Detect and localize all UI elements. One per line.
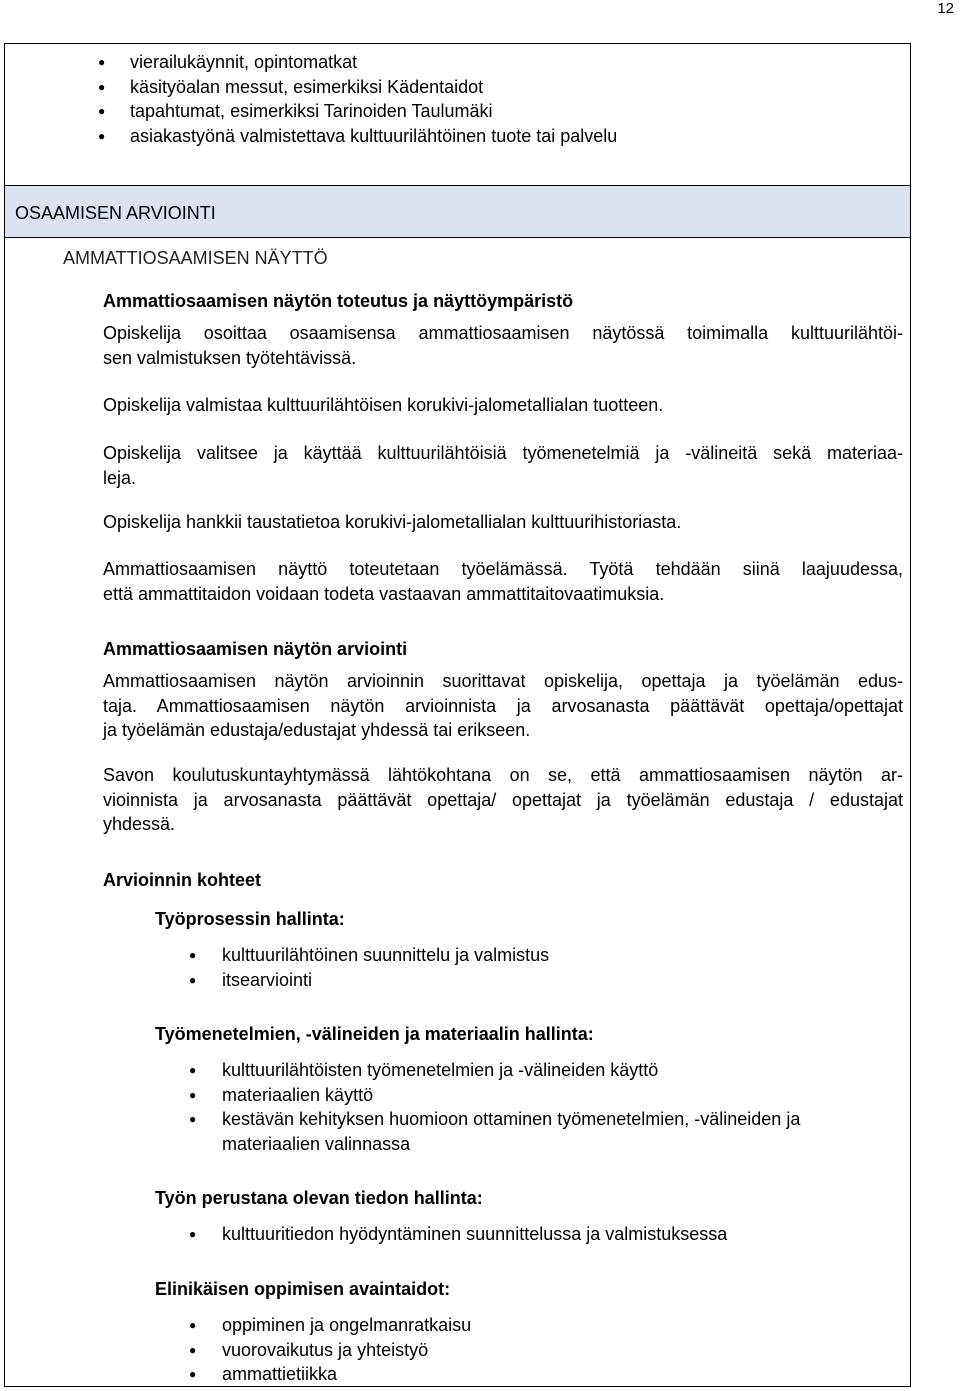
group-heading-knowledge: Työn perustana olevan tiedon hallinta: — [155, 1188, 483, 1208]
list-item: ● käsityöalan messut, esimerkiksi Kädentaidot — [5, 75, 910, 100]
bullet-icon: ● — [189, 1342, 197, 1357]
group-heading-work-process: Työprosessin hallinta: — [155, 909, 345, 929]
bullet-icon: ● — [189, 1318, 197, 1332]
list-item: ● kulttuuritiedon hyödyntäminen suunnittelussa ja valmistuksessa — [5, 1222, 902, 1247]
sub-heading: AMMATTIOSAAMISEN NÄYTTÖ — [63, 248, 328, 268]
page-number: 12 — [937, 0, 954, 17]
list-item: ● kulttuurilähtöisten työmenetelmien ja -välineiden käyttö — [5, 1058, 902, 1083]
list-item: ● ammattietiikka — [5, 1362, 902, 1387]
intro-bullet-list — [5, 50, 910, 148]
list-item: ● vierailukäynnit, opintomatkat — [5, 50, 910, 75]
group-list-key-skills — [5, 1313, 910, 1387]
implementation-heading: Ammattiosaamisen näytön toteutus ja näyttöympäristö — [103, 291, 574, 311]
bullet-icon: ● — [189, 948, 197, 962]
list-item: ● asiakastyönä valmistettava kulttuurilähtöinen tuote tai palvelu — [5, 124, 910, 149]
implementation-paragraph-3: Opiskelija valitsee ja käyttää kulttuurilähtöisiä työmenetelmiä ja -välineitä sekä materiaa- leja. — [103, 443, 903, 488]
assessment-paragraph-1: Ammattiosaamisen näytön arvioinnin suorittavat opiskelija, opettaja ja työelämän edus- taja. Ammattiosaamisen näytön arvioinnista ja arvosanasta päättävät opettaja/opettajat ja työelämän edustaja/edustajat yhdessä tai erikseen. — [103, 671, 903, 740]
targets-heading: Arvioinnin kohteet — [103, 870, 262, 890]
bullet-icon: ● — [189, 1112, 197, 1126]
bullet-icon: ● — [189, 972, 197, 987]
bullet-icon: ● — [98, 79, 106, 94]
implementation-paragraph-1: Opiskelija osoittaa osaamisensa ammattiosaamisen näytössä toimimalla kulttuurilähtöi- sen valmistuksen työtehtävissä. — [103, 323, 903, 368]
bullet-icon: ● — [189, 1063, 197, 1077]
assessment-paragraph-2: Savon koulutuskuntayhtymässä lähtökohtana on se, että ammattiosaamisen näytön ar- vioinnista ja arvosanasta päättävät opettaja/ opettajat ja työelämän edustaja / edustajat yhdessä. — [103, 765, 903, 834]
group-heading-key-skills: Elinikäisen oppimisen avaintaidot: — [155, 1279, 451, 1299]
implementation-paragraph-4: Opiskelija hankkii taustatietoa korukivi-jalometallialan kulttuurihistoriasta. — [103, 512, 682, 532]
bullet-icon: ● — [98, 55, 106, 69]
implementation-paragraph-5: Ammattiosaamisen näyttö toteutetaan työelämässä. Työtä tehdään siinä laajuudessa, että ammattitaidon voidaan todeta vastaavan ammattitaitovaatimuksia. — [103, 559, 903, 604]
group-list-work-process — [5, 943, 910, 992]
section-heading: OSAAMISEN ARVIOINTI — [15, 203, 216, 223]
list-item: ● vuorovaikutus ja yhteistyö — [5, 1338, 902, 1363]
implementation-paragraph-2: Opiskelija valmistaa kulttuurilähtöisen korukivi-jalometallialan tuotteen. — [103, 395, 664, 415]
list-item: ● tapahtumat, esimerkiksi Tarinoiden Taulumäki — [5, 99, 910, 124]
group-heading-methods: Työmenetelmien, -välineiden ja materiaalin hallinta: — [155, 1024, 594, 1044]
content-frame — [4, 43, 911, 1387]
list-item: ● oppiminen ja ongelmanratkaisu — [5, 1313, 902, 1338]
list-item: ● materiaalien käyttö — [5, 1083, 902, 1108]
bullet-icon: ● — [98, 104, 106, 118]
assessment-heading: Ammattiosaamisen näytön arviointi — [103, 639, 408, 659]
bullet-icon: ● — [189, 1367, 197, 1381]
bullet-icon: ● — [98, 128, 106, 143]
group-list-methods — [5, 1058, 910, 1156]
section-heading-band — [5, 185, 910, 238]
list-item: ● kulttuurilähtöinen suunnittelu ja valmistus — [5, 943, 902, 968]
bullet-icon: ● — [189, 1227, 197, 1241]
bullet-icon: ● — [189, 1087, 197, 1102]
group-list-knowledge — [5, 1222, 910, 1247]
list-item: ● kestävän kehityksen huomioon ottaminen työmenetelmien, -välineiden ja materiaalien valinnassa — [189, 1109, 801, 1154]
list-item: ● itsearviointi — [5, 968, 902, 993]
